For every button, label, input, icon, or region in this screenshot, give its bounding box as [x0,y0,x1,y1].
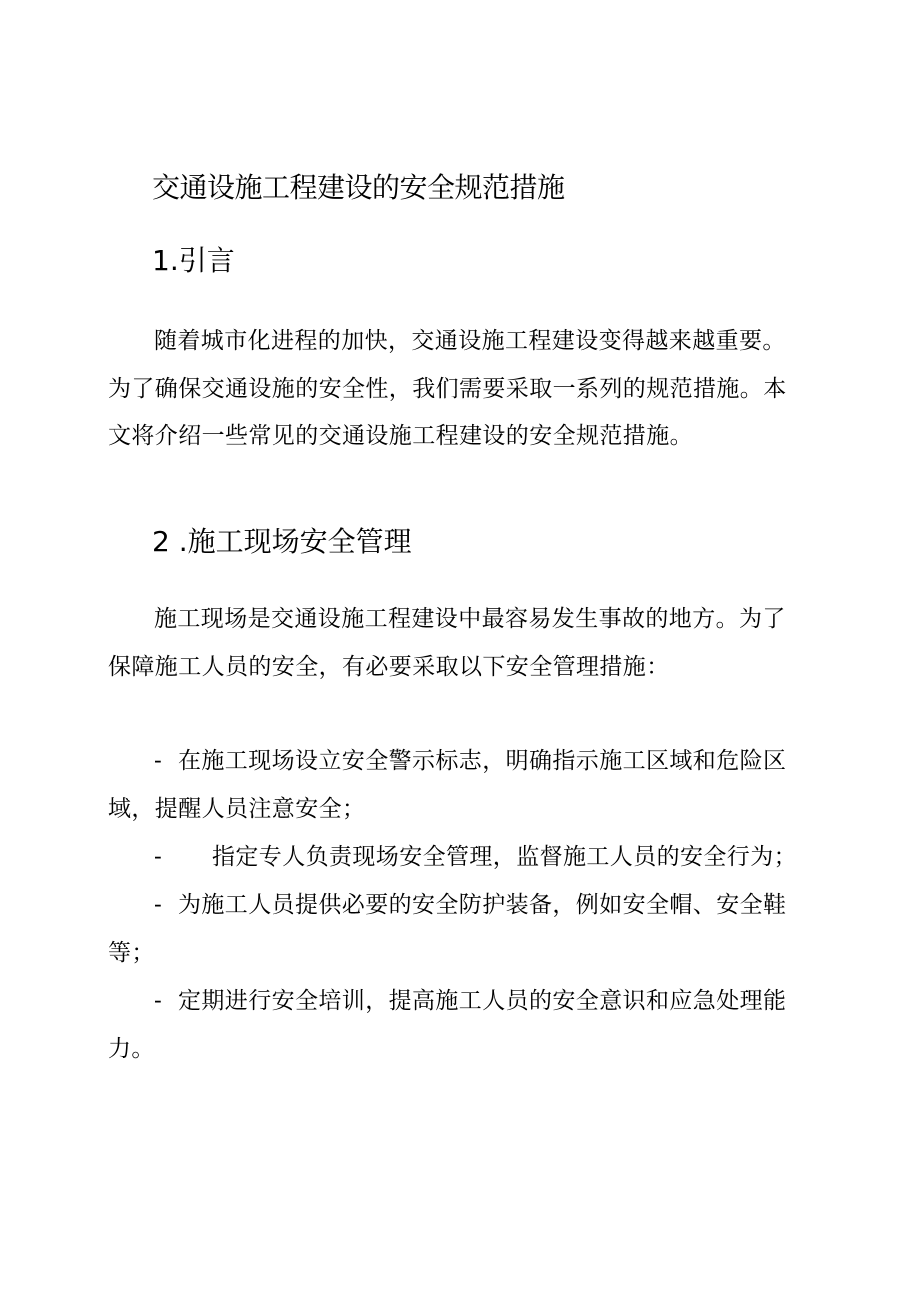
list-item [108,882,808,977]
list-item-text: 指定专人负责现场安全管理，监督施工人员的安全行为； [212,844,797,870]
list-item-text: 为施工人员提供必要的安全防护装备，例如安全帽、安全鞋等； [108,892,787,966]
document-title: 交通设施工程建设的安全规范措施 [152,171,565,204]
introduction-text: 随着城市化进程的加快，交通设施工程建设变得越来越重要。为了确保交通设施的安全性，我们需要采取一系列的规范措施。本文将介绍一些常见的交通设施工程建设的安全规范措施。 [108,328,787,449]
list-bullet: - [154,844,163,870]
introduction-paragraph [108,318,808,461]
list-bullet: - [154,748,163,774]
list-bullet: - [154,988,163,1014]
list-item [108,738,808,833]
list-item-text: 在施工现场设立安全警示标志，明确指示施工区域和危险区域，提醒人员注意安全； [108,748,787,822]
list-item [108,834,808,882]
section-heading-introduction: 1.引言 [152,244,235,277]
site-safety-text: 施工现场是交通设施工程建设中最容易发生事故的地方。为了保障施工人员的安全，有必要采取以下安全管理措施： [108,606,786,680]
list-item-text: 定期进行安全培训，提高施工人员的安全意识和应急处理能力。 [108,988,787,1062]
list-bullet: - [154,892,163,918]
list-item [108,978,808,1073]
section-heading-site-safety: 2 .施工现场安全管理 [152,525,412,558]
site-safety-paragraph [108,596,808,691]
